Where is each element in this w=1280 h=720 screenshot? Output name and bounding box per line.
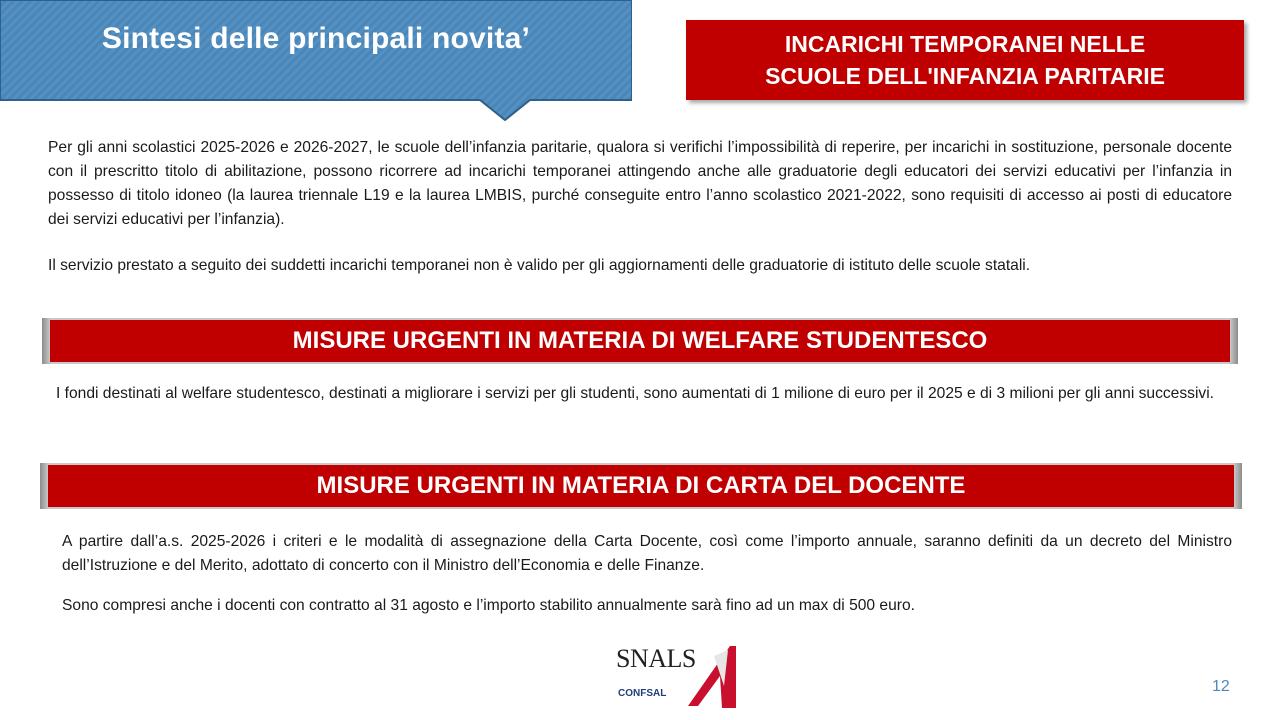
section2-header	[42, 318, 1238, 364]
logo-name: SNALS	[616, 644, 696, 673]
logo-sub: CONFSAL	[618, 688, 667, 699]
section1-header-line1: INCARICHI TEMPORANEI NELLE	[784, 31, 1146, 57]
section2-title: MISURE URGENTI IN MATERIA DI WELFARE STUDENTESCO	[50, 320, 1230, 362]
section3-paragraph1: A partire dall’a.s. 2025-2026 i criteri e le modalità di assegnazione della Carta Docente, così come l’importo annuale, saranno definiti da un decreto del Ministro dell’Istruzione e del Merito, adottato di concerto con il Ministro dell’Economia e delle Finanze.	[62, 533, 1232, 574]
page-title: Sintesi delle principali novita’	[101, 22, 531, 55]
section3-header	[40, 463, 1242, 509]
section3-title: MISURE URGENTI IN MATERIA DI CARTA DEL DOCENTE	[48, 465, 1234, 507]
section1-header	[686, 20, 1244, 100]
section1-header-line2: SCUOLE DELL'INFANZIA PARITARIE	[765, 63, 1165, 89]
section1-paragraph2: Il servizio prestato a seguito dei suddetti incarichi temporanei non è valido per gli aggiornamenti delle graduatorie di istituto delle scuole statali.	[48, 257, 1031, 274]
section1-paragraph1: Per gli anni scolastici 2025-2026 e 2026-2027, le scuole dell’infanzia paritarie, qualora si verifichi l’impossibilità di reperire, per incarichi in sostituzione, personale docente con il prescritto titolo di abilitazione, possono ricorrere ad incarichi temporanei attingendo anche alle graduatorie degli educatori dei servizi educativi per l’infanzia in possesso di titolo idoneo (la laurea triennale L19 e la laurea LMBIS, purché conseguite entro l’anno scolastico 2021-2022, sono requisiti di accesso ai posti di educatore dei servizi educativi per l’infanzia).	[48, 139, 1232, 228]
logo-mark-icon	[680, 646, 736, 708]
page-number: 12	[1212, 678, 1230, 695]
section3-paragraph2: Sono compresi anche i docenti con contratto al 31 agosto e l’importo stabilito annualmente sarà fino ad un max di 500 euro.	[62, 597, 915, 614]
snals-logo	[610, 640, 740, 708]
section2-paragraph: I fondi destinati al welfare studentesco, destinati a migliorare i servizi per gli studenti, sono aumentati di 1 milione di euro per il 2025 e di 3 milioni per gli anni successivi.	[56, 385, 1215, 402]
banner-shape	[0, 0, 632, 122]
title-banner	[0, 0, 632, 100]
